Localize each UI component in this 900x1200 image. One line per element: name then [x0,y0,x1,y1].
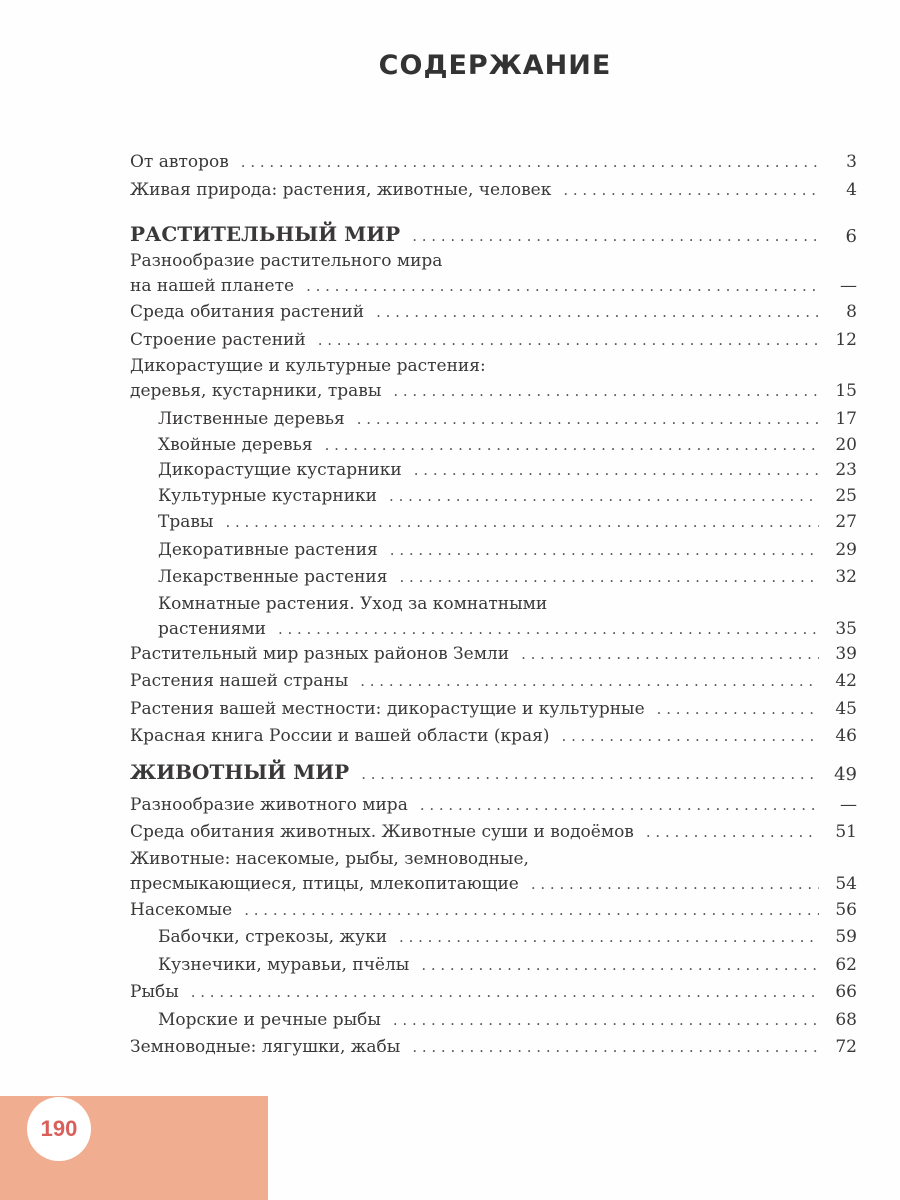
toc-page-number: 42 [835,671,857,691]
toc-entry [158,407,857,432]
dot-leader [408,458,819,483]
toc-entry-title: Культурные кустарники [158,486,378,506]
dot-leader [415,953,819,978]
toc-page-number: 23 [835,460,857,480]
toc-entry-title: Морские и речные рыбы [158,1010,381,1030]
dot-leader [238,898,819,923]
toc-entry-title: Земноводные: лягушки, жабы [130,1037,401,1057]
toc-entry-title: Рыбы [130,982,179,1002]
toc-entry [158,592,857,642]
toc-page-number: 29 [835,540,857,560]
toc-entry-title: Дикорастущие и культурные растения: [130,356,486,376]
dot-leader [370,300,819,325]
toc-entry-title: Лекарственные растения [158,567,388,587]
dot-leader [319,433,819,458]
toc-entry-title: Красная книга России и вашей области (края) [130,726,550,746]
toc-entry [130,793,857,818]
toc-entry-title: РАСТИТЕЛЬНЫЙ МИР [130,222,401,246]
toc-entry-title: Комнатные растения. Уход за комнатными [158,594,548,614]
toc-page-number: — [840,276,857,296]
toc-section-heading [130,222,857,249]
dot-leader [383,484,819,509]
toc-page-number: 54 [835,874,857,894]
toc-page-number: 45 [835,699,857,719]
dot-leader [387,379,819,404]
toc-page-number: 8 [846,302,857,322]
toc-page-number: 20 [835,435,857,455]
toc-entry-title: Декоративные растения [158,540,378,560]
page-title: СОДЕРЖАНИЕ [378,50,612,81]
toc-entry [130,1035,857,1060]
toc-page-number: 46 [835,726,857,746]
toc-entry-title: деревья, кустарники, травы [130,381,382,401]
toc-page-number: 68 [835,1010,857,1030]
toc-entry [130,249,857,299]
toc-entry-title: Живая природа: растения, животные, человек [130,180,552,200]
dot-leader [525,872,819,897]
toc-entry-title: пресмыкающиеся, птицы, млекопитающие [130,874,519,894]
toc-entry-title: От авторов [130,152,229,172]
toc-entry-title: Животные: насекомые, рыбы, земноводные, [130,849,529,869]
dot-leader [219,510,819,535]
toc-page-number: — [840,795,857,815]
dot-leader [557,178,819,203]
toc-entry-title: Среда обитания животных. Животные суши и водоёмов [130,822,634,842]
toc-entry-title: на нашей планете [130,276,295,296]
dot-leader [640,820,819,845]
toc-entry-title: Кузнечики, муравьи, пчёлы [158,955,410,975]
toc-entry-title: Лиственные деревья [158,409,345,429]
toc-page-number: 62 [835,955,857,975]
toc-entry-title: Растительный мир разных районов Земли [130,644,510,664]
dot-leader [312,328,819,353]
toc-page-number: 56 [835,900,857,920]
dot-leader [556,724,819,749]
toc-page-number: 32 [835,567,857,587]
toc-entry [158,433,857,458]
toc-entry [158,1008,857,1033]
toc-entry [158,484,857,509]
dot-leader [300,274,819,299]
toc-entry [130,724,857,749]
dot-leader [351,407,819,432]
toc-page-number: 12 [835,330,857,350]
toc-entry [158,458,857,483]
toc-page-number: 59 [835,927,857,947]
toc-page-number: 49 [834,764,857,785]
toc-entry [130,898,857,923]
toc-entry [158,953,857,978]
toc-entry [130,178,857,203]
toc-entry-title: Хвойные деревья [158,435,313,455]
toc-entry-title: растениями [158,619,266,639]
toc-page-number: 66 [835,982,857,1002]
toc-entry [130,847,857,897]
dot-leader [387,1008,819,1033]
toc-entry [158,925,857,950]
toc-entry-title: Дикорастущие кустарники [158,460,402,480]
dot-leader [406,1035,819,1060]
toc-entry-title: Разнообразие животного мира [130,795,408,815]
toc-page-number: 15 [835,381,857,401]
toc-entry-title: Разнообразие растительного мира [130,251,443,271]
toc-entry [130,697,857,722]
dot-leader [354,669,819,694]
toc-section-heading [130,760,857,787]
toc-page-number: 39 [835,644,857,664]
toc-page-number: 27 [835,512,857,532]
toc-entry-title: Растения вашей местности: дикорастущие и культурные [130,699,645,719]
toc-page-number: 25 [835,486,857,506]
toc-page-number: 35 [835,619,857,639]
toc-entry-title: Травы [158,512,214,532]
toc-entry [130,328,857,353]
toc-entry [158,565,857,590]
toc-entry-title: Среда обитания растений [130,302,365,322]
toc-entry [130,669,857,694]
toc-entry [130,300,857,325]
toc-entry-title: Бабочки, стрекозы, жуки [158,927,388,947]
dot-leader [393,925,819,950]
toc-entry [130,150,857,175]
toc-entry-title: Строение растений [130,330,306,350]
dot-leader [394,565,820,590]
dot-leader [515,642,819,667]
toc-page-number: 3 [846,152,857,172]
dot-leader [272,617,819,642]
page-number: 190 [27,1097,91,1161]
toc-entry [130,820,857,845]
toc-page-number: 17 [835,409,857,429]
toc-entry [158,538,857,563]
toc-entry [130,642,857,667]
toc-page-number: 51 [835,822,857,842]
toc-entry [130,980,857,1005]
dot-leader [384,538,819,563]
toc-page-number: 4 [846,180,857,200]
toc-page-number: 72 [835,1037,857,1057]
toc-entry-title: Насекомые [130,900,233,920]
toc-entry-title: Растения нашей страны [130,671,349,691]
dot-leader [406,222,819,249]
toc-page-number: 6 [845,226,857,247]
toc-entry [158,510,857,535]
dot-leader [235,150,819,175]
dot-leader [651,697,819,722]
dot-leader [355,760,819,787]
toc-entry-title: ЖИВОТНЫЙ МИР [130,760,350,784]
toc-entry [130,354,857,404]
dot-leader [414,793,819,818]
dot-leader [185,980,819,1005]
